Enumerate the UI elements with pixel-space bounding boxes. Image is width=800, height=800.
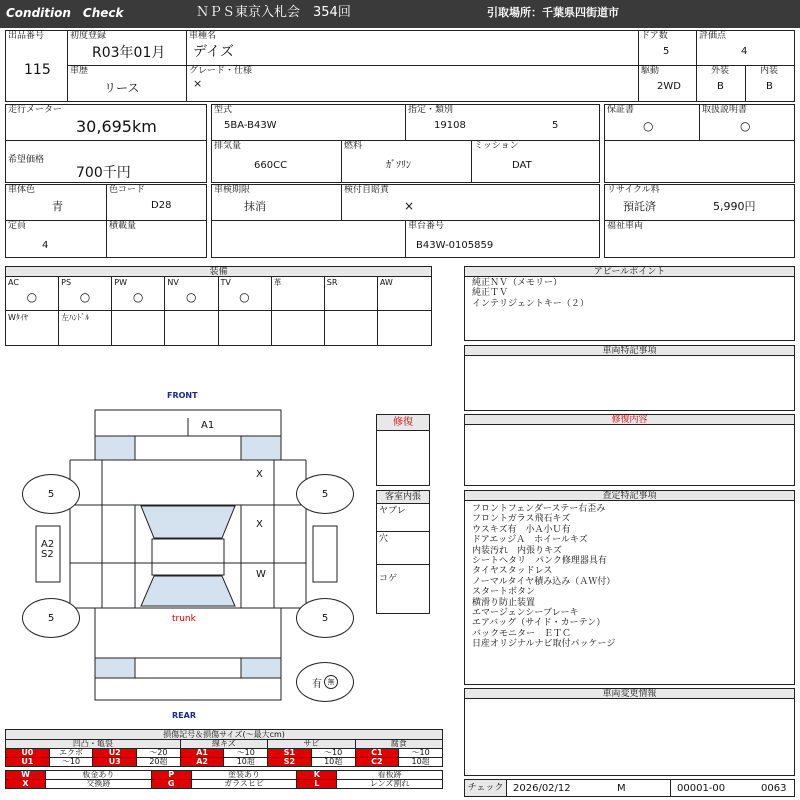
equipment-value-1: ○ xyxy=(79,290,91,304)
recycle-cell xyxy=(604,184,795,221)
classification-number: 5 xyxy=(552,120,559,131)
legend-code: U0 xyxy=(6,749,50,758)
equipment-label-4: TV xyxy=(220,278,231,287)
legend-code: L xyxy=(297,780,337,789)
designation-number: 19108 xyxy=(434,120,466,131)
manual-value: ○ xyxy=(740,119,751,133)
price-label: 希望価格 xyxy=(8,155,45,165)
legend-code: C1 xyxy=(355,749,399,758)
spare-none-icon: 無 xyxy=(324,675,338,689)
tyre-front-left-value: 5 xyxy=(47,488,55,500)
legend-code: X xyxy=(6,780,46,789)
grade-cell xyxy=(186,65,639,102)
type-code-cell xyxy=(211,104,406,141)
exterior-value: B xyxy=(717,81,724,92)
check-mark: M xyxy=(617,783,626,794)
tyre-rear-left xyxy=(22,598,80,638)
model-name-label: 車種名 xyxy=(189,31,217,41)
legend-code: S2 xyxy=(268,758,312,767)
legend-desc: エクボ xyxy=(49,749,93,758)
capacity-label: 定員 xyxy=(8,221,27,231)
cabin-burn-label: コゲ xyxy=(379,574,398,584)
manual-cell xyxy=(699,104,795,141)
legend-code: K xyxy=(297,771,337,780)
damage-a1: A1 xyxy=(201,420,215,431)
tyre-front-right-value: 5 xyxy=(321,488,329,500)
cabin-hole-label: 穴 xyxy=(379,534,389,544)
equipment-label-7: AW xyxy=(379,278,393,287)
equipment-label-6: SR xyxy=(326,278,338,287)
legend-code: S1 xyxy=(268,749,312,758)
displacement-value: 660CC xyxy=(254,160,288,171)
warranty-label: 保証書 xyxy=(607,105,635,115)
damage-w: W xyxy=(256,569,266,580)
equipment-cell-1 xyxy=(59,277,112,311)
repair-box-title: 修復 xyxy=(377,415,429,431)
mileage-value: 30,695km xyxy=(76,117,157,136)
doors-label: ドア数 xyxy=(641,31,668,41)
liability-label: 検付自賠責 xyxy=(344,185,390,195)
doors-cell xyxy=(638,30,697,66)
equipment-cell-0 xyxy=(6,277,59,311)
body-color-value: 青 xyxy=(52,200,63,213)
recycle-status: 預託済 xyxy=(623,200,656,213)
spare-tyre-value: 有 xyxy=(312,678,322,690)
footer-code-1: 00001-00 xyxy=(677,783,726,794)
history-value: リース xyxy=(104,81,140,95)
appraisal-title: 査定特記事項 xyxy=(465,491,794,501)
note-line: 純正ＴＶ xyxy=(472,288,509,299)
color-code-label: 色コード xyxy=(109,185,146,195)
first-registration-value: R03年01月 xyxy=(92,45,166,61)
trunk-label: trunk xyxy=(172,614,196,624)
legend-desc: 〜20 xyxy=(137,749,181,758)
interior-label: 内装 xyxy=(760,66,779,76)
recycle-amount: 5,990円 xyxy=(713,200,756,213)
warranty-cell xyxy=(604,104,700,141)
pickup-location: 引取場所：千葉県四街道市 xyxy=(487,6,619,19)
change-info-section xyxy=(464,688,795,776)
first-registration-label: 初度登録 xyxy=(70,31,107,41)
drive-value: 2WD xyxy=(657,81,681,92)
damage-s2-side: S2 xyxy=(41,549,54,560)
change-info-title: 車両変更情報 xyxy=(465,689,794,699)
legend-desc: 〜10 xyxy=(224,749,268,758)
damage-x-front-door: X xyxy=(256,469,263,480)
inspection-cell xyxy=(211,184,342,221)
inspection-value: 抹消 xyxy=(244,200,266,213)
appeal-title: アピールポイント xyxy=(465,267,794,277)
equipment-extra-cell-3 xyxy=(165,311,218,345)
legend-table xyxy=(5,739,443,767)
mission-cell xyxy=(471,140,600,183)
note-line: バックモニター ＥＴＣ xyxy=(472,628,572,639)
equipment-title: 装備 xyxy=(6,267,431,277)
equipment-extra-label-1: 左ﾊﾝﾄﾞﾙ xyxy=(61,313,90,322)
legend-code: A1 xyxy=(180,749,224,758)
equipment-cell-6 xyxy=(325,277,378,311)
drive-cell xyxy=(638,65,697,102)
equipment-value-0: ○ xyxy=(26,290,38,304)
note-line: エアバッグ（サイド・カーテン） xyxy=(472,618,606,629)
equipment-grid xyxy=(6,277,431,345)
legend-desc: ガラスヒビ xyxy=(191,780,297,789)
tyre-rear-right xyxy=(296,598,354,638)
equipment-cell-2 xyxy=(112,277,165,311)
repair-detail-section xyxy=(464,414,795,486)
listing-number-cell xyxy=(5,30,68,102)
check-label: チェック xyxy=(465,780,507,796)
legend-desc: 塗装あり xyxy=(191,771,297,780)
repair-box xyxy=(376,414,430,486)
special-notes-title: 車両特記事項 xyxy=(465,346,794,356)
note-line: フロントフェンダーステー右歪み xyxy=(472,504,606,514)
model-name-cell xyxy=(186,30,639,66)
repair-detail-title: 修復内容 xyxy=(465,415,794,425)
grade-value: × xyxy=(193,77,203,90)
interior-value: B xyxy=(766,81,773,92)
legend-desc: 〜10 xyxy=(49,758,93,767)
legend-desc: 20超 xyxy=(137,758,181,767)
score-label: 評価点 xyxy=(699,31,727,41)
equipment-extra-cell-5 xyxy=(272,311,325,345)
listing-number: 115 xyxy=(24,62,51,78)
note-line: ウスキズ有 小Ａ小Ｕ有 xyxy=(472,524,571,535)
equipment-extra-cell-6 xyxy=(325,311,378,345)
legend-desc: 看板跡 xyxy=(337,771,443,780)
listing-number-label: 出品番号 xyxy=(8,31,45,41)
check-date: 2026/02/12 xyxy=(513,783,571,794)
legend-desc: 10超 xyxy=(224,758,268,767)
brand-label: Condition Check xyxy=(6,6,124,20)
header-bar xyxy=(0,0,800,28)
doors-value: 5 xyxy=(663,46,670,57)
legend-code: U1 xyxy=(6,758,50,767)
cabin-row-tear xyxy=(377,504,429,532)
legend-title: 損傷記号＆損傷サイズ(〜最大cm) xyxy=(5,729,443,739)
note-line: スタートボタン xyxy=(472,587,536,598)
note-line: 日産オリジナルナビ取付パッケージ xyxy=(472,639,616,650)
manual-label: 取扱説明書 xyxy=(702,105,748,115)
designation-label: 指定・類別 xyxy=(408,105,454,115)
equipment-cell-3 xyxy=(165,277,218,311)
load-label: 積載量 xyxy=(109,221,137,231)
type-code-value: 5BA-B43W xyxy=(224,120,277,131)
spare-tyre xyxy=(296,662,354,702)
exterior-label: 外装 xyxy=(711,66,730,76)
legend-desc: 〜10 xyxy=(311,749,355,758)
mission-label: ミッション xyxy=(474,141,519,151)
rear-label: REAR xyxy=(172,711,196,720)
capacity-cell xyxy=(5,220,107,258)
equipment-extra-cell-7 xyxy=(378,311,431,345)
blank-cell-mid xyxy=(211,220,406,258)
legend-code: C2 xyxy=(355,758,399,767)
equipment-label-0: AC xyxy=(8,278,19,287)
equipment-cell-7 xyxy=(378,277,431,311)
blank-cell-top-right xyxy=(604,140,795,183)
equipment-section xyxy=(5,266,432,346)
legend-code: P xyxy=(151,771,191,780)
damage-legend xyxy=(5,729,443,789)
legend-group-1: 線キズ xyxy=(180,740,267,749)
note-line: 純正ＮＶ（メモリー） xyxy=(472,278,563,288)
legend-group-2: サビ xyxy=(268,740,355,749)
legend-desc: 10超 xyxy=(399,758,443,767)
type-code-label: 型式 xyxy=(214,105,233,115)
chassis-cell xyxy=(405,220,600,258)
cabin-row-hole xyxy=(377,532,429,565)
legend-code: U3 xyxy=(93,758,137,767)
body-color-label: 車体色 xyxy=(8,185,36,195)
exterior-cell xyxy=(696,65,746,102)
equipment-value-2: ○ xyxy=(132,290,144,304)
cabin-tear-label: ヤブレ xyxy=(379,506,406,516)
score-cell xyxy=(696,30,795,66)
first-registration-cell xyxy=(67,30,187,66)
legend-desc: レンズ割れ xyxy=(337,780,443,789)
welfare-cell xyxy=(604,220,795,258)
note-line: シートヘタリ パンク修理器具有 xyxy=(472,556,607,567)
equipment-label-2: PW xyxy=(114,278,127,287)
appraisal-section xyxy=(464,490,795,685)
car-diagram xyxy=(0,390,372,720)
damage-a2-side: A2 xyxy=(41,539,55,550)
equipment-value-3: ○ xyxy=(185,290,197,304)
history-cell xyxy=(67,65,187,102)
equipment-label-1: PS xyxy=(61,278,72,287)
note-line: フロントガラス飛石キズ xyxy=(472,514,571,525)
chassis-value: B43W-0105859 xyxy=(416,240,494,251)
note-line: 内装汚れ 内張りキズ xyxy=(472,545,562,556)
footer-divider xyxy=(670,780,671,796)
note-line: ノーマルタイヤ積み込み（ＡＷ付） xyxy=(472,576,616,587)
legend-desc: 10超 xyxy=(311,758,355,767)
price-value: 700千円 xyxy=(76,165,131,181)
grade-label: グレード・仕様 xyxy=(189,66,253,76)
appeal-section xyxy=(464,266,795,341)
front-label: FRONT xyxy=(167,391,198,400)
welfare-label: 福祉車両 xyxy=(607,221,644,231)
history-label: 車歴 xyxy=(70,66,89,76)
tyre-rear-left-value: 5 xyxy=(47,612,55,624)
body-color-cell xyxy=(5,184,107,221)
equipment-extra-cell-0 xyxy=(6,311,59,345)
equipment-extra-cell-2 xyxy=(112,311,165,345)
legend-code: A2 xyxy=(180,758,224,767)
legend-desc: 板金あり xyxy=(46,771,152,780)
score-value: 4 xyxy=(741,46,748,57)
recycle-label: リサイクル料 xyxy=(607,185,660,195)
legend-table-2 xyxy=(5,770,443,789)
chassis-label: 車台番号 xyxy=(408,221,445,231)
interior-cell xyxy=(745,65,795,102)
cabin-row-burn xyxy=(377,565,429,613)
tyre-rear-right-value: 5 xyxy=(321,612,329,624)
auction-title: ＮＰＳ東京入札会 354回 xyxy=(196,5,351,20)
legend-group-3: 腐食 xyxy=(355,740,443,749)
cabin-title: 客室内張 xyxy=(377,491,429,504)
footer-code-2: 0063 xyxy=(761,783,787,794)
fuel-value: ｶﾞｿﾘﾝ xyxy=(386,160,411,171)
note-line: 横滑り防止装置 xyxy=(472,597,536,608)
equipment-cell-5 xyxy=(272,277,325,311)
color-code-value: D28 xyxy=(151,200,172,211)
drive-label: 駆動 xyxy=(641,66,660,76)
mission-value: DAT xyxy=(512,160,532,171)
note-line: エマージェンシーブレーキ xyxy=(472,608,579,619)
mileage-label: 走行メーター xyxy=(8,105,63,115)
mileage-cell xyxy=(5,104,207,141)
capacity-value: 4 xyxy=(42,240,49,251)
equipment-extra-cell-4 xyxy=(219,311,272,345)
fuel-cell xyxy=(341,140,472,183)
note-line: インテリジェントキー（２） xyxy=(472,298,589,309)
displacement-label: 排気量 xyxy=(214,141,242,151)
load-cell xyxy=(106,220,207,258)
legend-code: U2 xyxy=(93,749,137,758)
note-line: タイヤスタッドレス xyxy=(472,566,553,577)
legend-desc: 交換跡 xyxy=(46,780,152,789)
legend-group-0: 凹凸・亀裂 xyxy=(6,740,181,749)
tyre-front-left xyxy=(22,474,80,514)
model-name-value: デイズ xyxy=(193,44,234,60)
equipment-cell-4 xyxy=(219,277,272,311)
equipment-extra-cell-1 xyxy=(59,311,112,345)
color-code-cell xyxy=(106,184,207,221)
footer-bar xyxy=(464,779,795,797)
note-line: ドアエッジＡ ホイールキズ xyxy=(472,535,588,546)
appeal-lines xyxy=(472,278,589,309)
inspection-label: 車検期限 xyxy=(214,185,251,195)
legend-code: G xyxy=(151,780,191,789)
displacement-cell xyxy=(211,140,342,183)
legend-code: W xyxy=(6,771,46,780)
equipment-label-3: NV xyxy=(167,278,179,287)
legend-desc: 〜10 xyxy=(399,749,443,758)
equipment-label-5: 革 xyxy=(273,278,282,287)
tyre-front-right xyxy=(296,474,354,514)
appraisal-lines xyxy=(472,504,615,650)
damage-x-rear-door: X xyxy=(256,519,263,530)
equipment-extra-label-0: Wﾀｲﾔ xyxy=(8,313,28,322)
special-notes-section xyxy=(464,345,795,411)
liability-value: × xyxy=(404,199,415,213)
fuel-label: 燃料 xyxy=(344,141,363,151)
designation-cell xyxy=(405,104,600,141)
equipment-value-4: ○ xyxy=(239,290,250,304)
warranty-value: ○ xyxy=(643,119,654,133)
cabin-box xyxy=(376,490,430,614)
price-cell xyxy=(5,140,207,183)
liability-cell xyxy=(341,184,600,221)
